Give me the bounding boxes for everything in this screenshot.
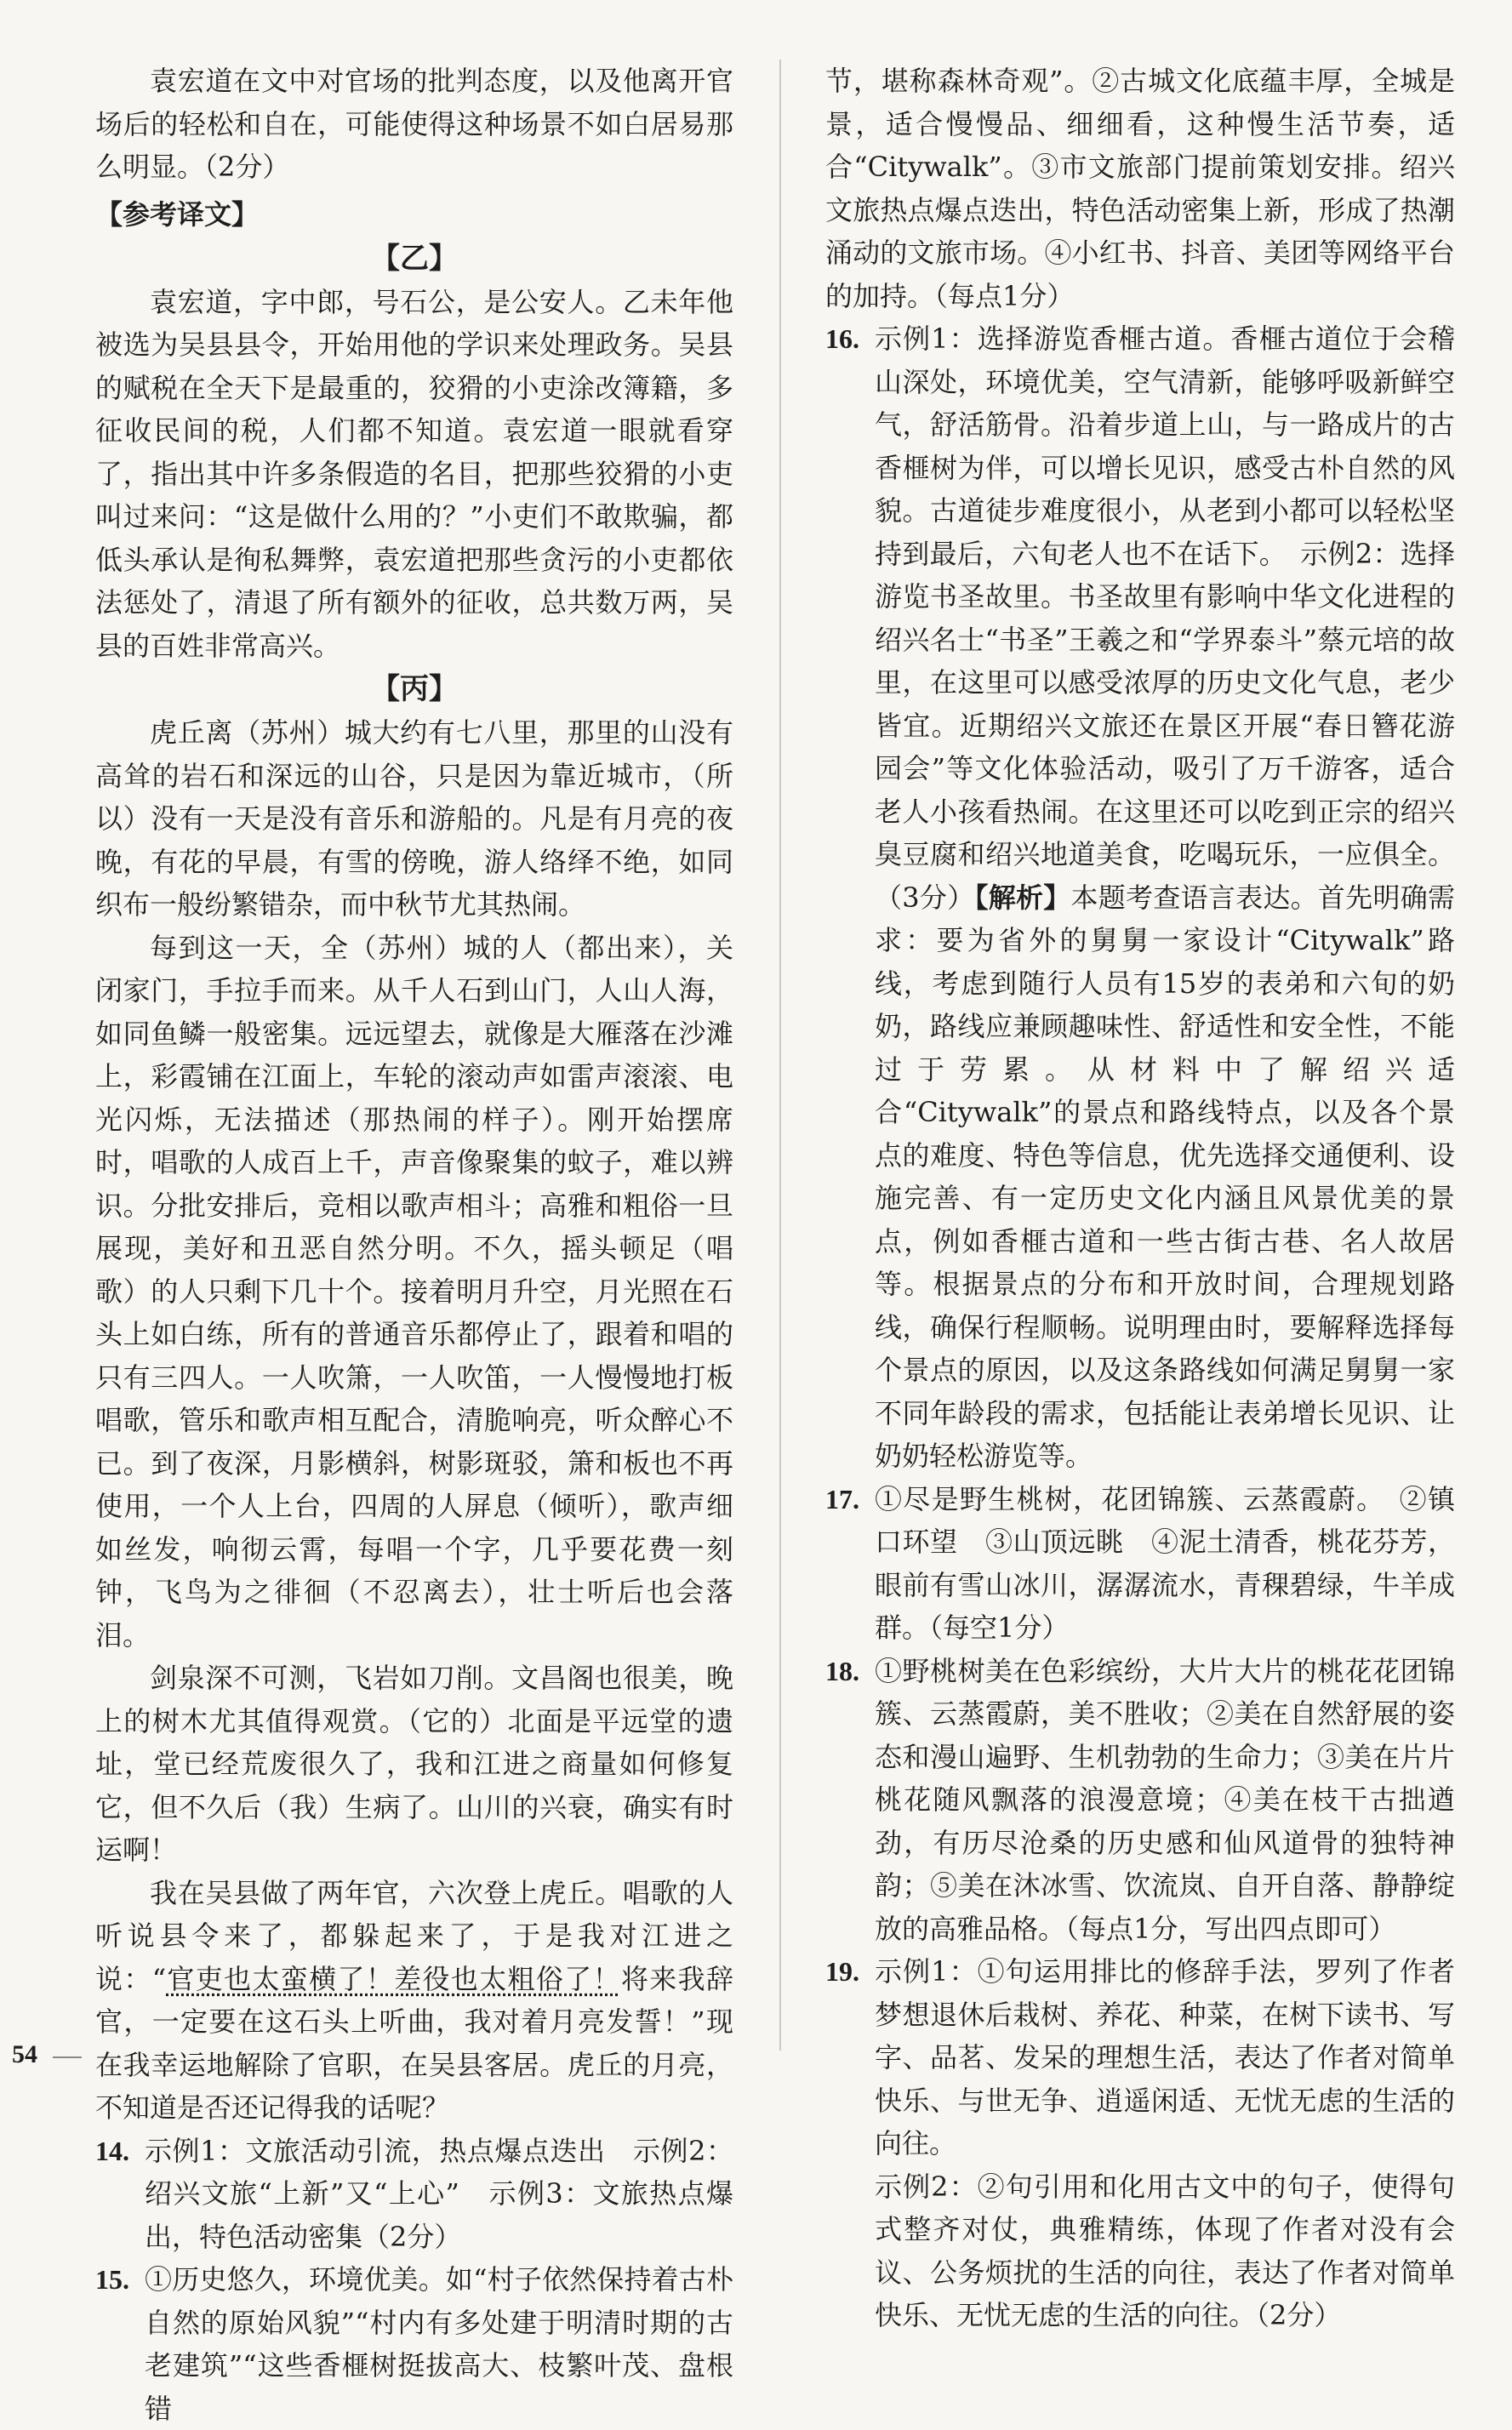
- answer-16: [825, 317, 1455, 1478]
- bing-paragraph-3: 剑泉深不可测，飞岩如刀削。文昌阁也很美，晚上的树木尤其值得观赏。（它的）北面是平远堂的遗址，堂已经荒废很久了，我和江进之商量如何修复它，但不久后（我）生病了。山川的兴衰，确实有时运啊！: [95, 1662, 733, 1866]
- answer-19-example-2: 示例2：②句引用和化用古文中的句子，使得句式整齐对仗，典雅精练，体现了作者对没有会议、公务烦扰的生活的向往，表达了作者对简单快乐、无忧无虑的生活的向往。（2分）: [875, 2170, 1455, 2331]
- page-number-rule: [53, 2056, 82, 2058]
- question-number: 18.: [825, 1655, 859, 1686]
- answer-17: [825, 1478, 1455, 1650]
- bing-p4-start: 我在吴县做了两年官，六次登上虎丘。唱歌的人听说县令来了，都躲起来了，于是我对江进之说：“: [95, 1876, 733, 1995]
- answer-text: ①野桃树美在色彩缤纷，大片大片的桃花花团锦簇、云蒸霞蔚，美不胜收；②美在自然舒展的姿态和漫山遍野、生机勃勃的生命力；③美在片片桃花随风飘落的浪漫意境；④美在枝干古拙遒劲，有历尽沧桑的历史感和仙风道骨的独特神韵；⑤美在沐冰雪、饮流岚、自开自落、静静绽放的高雅品格。（每点1分，写出四点即可）: [875, 1654, 1455, 1945]
- bing-p4-underlined: 官吏也太蛮横了！差役也太粗俗了！: [166, 1962, 621, 1995]
- section-bing-heading: 【丙】: [371, 672, 458, 706]
- answer-15: [95, 2258, 733, 2430]
- answer-18: [825, 1650, 1455, 1951]
- bing-paragraph-1: 虎丘离（苏州）城大约有七八里，那里的山没有高耸的岩石和深远的山谷，只是因为靠近城市，（所以）没有一天是没有音乐和游船的。凡是有月亮的夜晚，有花的早晨，有雪的傍晚，游人络绎不绝，如同织布一般纷繁错杂，而中秋节尤其热闹。: [95, 716, 733, 921]
- answer-16-examples: 示例1：选择游览香榧古道。香榧古道位于会稽山深处，环境优美，空气清新，能够呼吸新鲜空气，舒活筋骨。沿着步道上山，与一路成片的古香榧树为伴，可以增长见识，感受古朴自然的风貌。古道徒步难度很小，从老到小都可以轻松坚持到最后，六旬老人也不在话下。 示例2：选择游览书圣故里。书圣故里有影响中华文化进程的绍兴名士“书圣”王羲之和“学界泰斗”蔡元培的故里，在这里可以感受浓厚的历史文化气息，老少皆宜。近期绍兴文旅还在景区开展“春日簪花游园会”等文化体验活动，吸引了万千游客，适合老人小孩看热闹。在这里还可以吃到正宗的绍兴臭豆腐和绍兴地道美食，吃喝玩乐，一应俱全。（3分）: [875, 322, 1455, 914]
- answer-text: ①历史悠久，环境优美。如“村子依然保持着古朴自然的原始风貌”“村内有多处建于明清时期的古老建筑”“这些香榧树挺拔高大、枝繁叶茂、盘根错: [145, 2263, 733, 2425]
- answer-15-continuation: 节，堪称森林奇观”。②古城文化底蕴丰厚，全城是景，适合慢慢品、细细看，这种慢生活节奏，适合“Citywalk”。③市文旅部门提前策划安排。绍兴文旅热点爆点迭出，特色活动密集上新，形成了热潮涌动的文旅市场。④小红书、抖音、美团等网络平台的加持。（每点1分）: [825, 65, 1455, 312]
- bing-paragraph-2: 每到这一天，全（苏州）城的人（都出来），关闭家门，手拉手而来。从千人石到山门，人山人海，如同鱼鳞一般密集。远远望去，就像是大雁落在沙滩上，彩霞铺在江面上，车轮的滚动声如雷声滚滚、电光闪烁，无法描述（那热闹的样子）。刚开始摆席时，唱歌的人成百上千，声音像聚集的蚊子，难以辨识。分批安排后，竞相以歌声相斗；高雅和粗俗一旦展现，美好和丑恶自然分明。不久，摇头顿足（唱歌）的人只剩下几十个。接着明月升空，月光照在石头上如白练，所有的普通音乐都停止了，跟着和唱的只有三四人。一人吹箫，一人吹笛，一人慢慢地打板唱歌，管乐和歌声相互配合，清脆响亮，听众醉心不已。到了夜深，月影横斜，树影斑驳，箫和板也不再使用，一个人上台，四周的人屏息（倾听），歌声细如丝发，响彻云霄，每唱一个字，几乎要花费一刻钟，飞鸟为之徘徊（不忍离去），壮士听后也会落泪。: [95, 931, 733, 1651]
- question-number: 14.: [95, 2135, 129, 2166]
- answer-text: 示例1：文旅活动引流，热点爆点迭出 示例2：绍兴文旅“上新”又“上心” 示例3：文旅热点爆出，特色活动密集（2分）: [145, 2134, 733, 2253]
- answer-text: ①尽是野生桃树，花团锦簇、云蒸霞蔚。 ②镇口环望 ③山顶远眺 ④泥土清香，桃花芬芳，眼前有雪山冰川，潺潺流水，青稞碧绿，牛羊成群。（每空1分）: [875, 1482, 1455, 1644]
- question-number: 19.: [825, 1956, 859, 1987]
- page-number: 54: [12, 2040, 37, 2068]
- section-yi-heading: 【乙】: [371, 241, 458, 276]
- reference-translation-label: 【参考译文】: [95, 197, 260, 231]
- answer-19-example-1: 示例1：①句运用排比的修辞手法，罗列了作者梦想退休后栽树、养花、种菜，在树下读书、写字、品茗、发呆的理想生活，表达了作者对简单快乐、与世无争、逍遥闲适、无忧无虑的生活的向往。: [875, 1955, 1455, 2159]
- analysis-text: 本题考查语言表达。首先明确需求：要为省外的舅舅一家设计“Citywalk”路线，考虑到随行人员有15岁的表弟和六旬的奶奶，路线应兼顾趣味性、舒适性和安全性，不能过于劳累。从材料中了解绍兴适合“Citywalk”的景点和路线特点，以及各个景点的难度、特色等信息，优先选择交通便利、设施完善、有一定历史文化内涵且风景优美的景点，例如香榧古道和一些古街古巷、名人故居等。根据景点的分布和开放时间，合理规划路线，确保行程顺畅。说明理由时，要解释选择每个景点的原因，以及这条路线如何满足舅舅一家不同年龄段的需求，包括能让表弟增长见识、让奶奶轻松游览等。: [875, 881, 1455, 1472]
- answer-19: [825, 1950, 1455, 2337]
- answer-13-continuation: 袁宏道在文中对官场的批判态度，以及他离开官场后的轻松和自在，可能使得这种场景不如白居易那么明显。（2分）: [95, 65, 733, 183]
- answer-text: [875, 1950, 1455, 2337]
- answer-text: [875, 317, 1455, 1478]
- answer-14: [95, 2130, 733, 2259]
- bing-p4-end: 将来我辞官，一定要在这石头上听曲，我对着月亮发誓！”现在我幸运地解除了官职，在吴县客居。虎丘的月亮，不知道是否还记得我的话呢？: [95, 1962, 733, 2124]
- analysis-label: 【解析】: [974, 881, 1071, 914]
- right-column: [825, 60, 1455, 2331]
- question-number: 17.: [825, 1483, 859, 1514]
- bing-paragraph-4: [95, 1872, 733, 2130]
- question-number: 16.: [825, 323, 859, 354]
- column-divider: [779, 60, 781, 2051]
- question-number: 15.: [95, 2264, 129, 2295]
- left-column: [95, 60, 733, 2425]
- yi-translation-text: 袁宏道，字中郎，号石公，是公安人。乙未年他被选为吴县县令，开始用他的学识来处理政务。吴县的赋税在全天下是最重的，狡猾的小吏涂改簿籍，多征收民间的税，人们都不知道。袁宏道一眼就看穿了，指出其中许多条假造的名目，把那些狡猾的小吏叫过来问：“这是做什么用的？”小吏们不敢欺骗，都低头承认是徇私舞弊，袁宏道把那些贪污的小吏都依法惩处了，清退了所有额外的征收，总共数万两，吴县的百姓非常高兴。: [95, 285, 733, 662]
